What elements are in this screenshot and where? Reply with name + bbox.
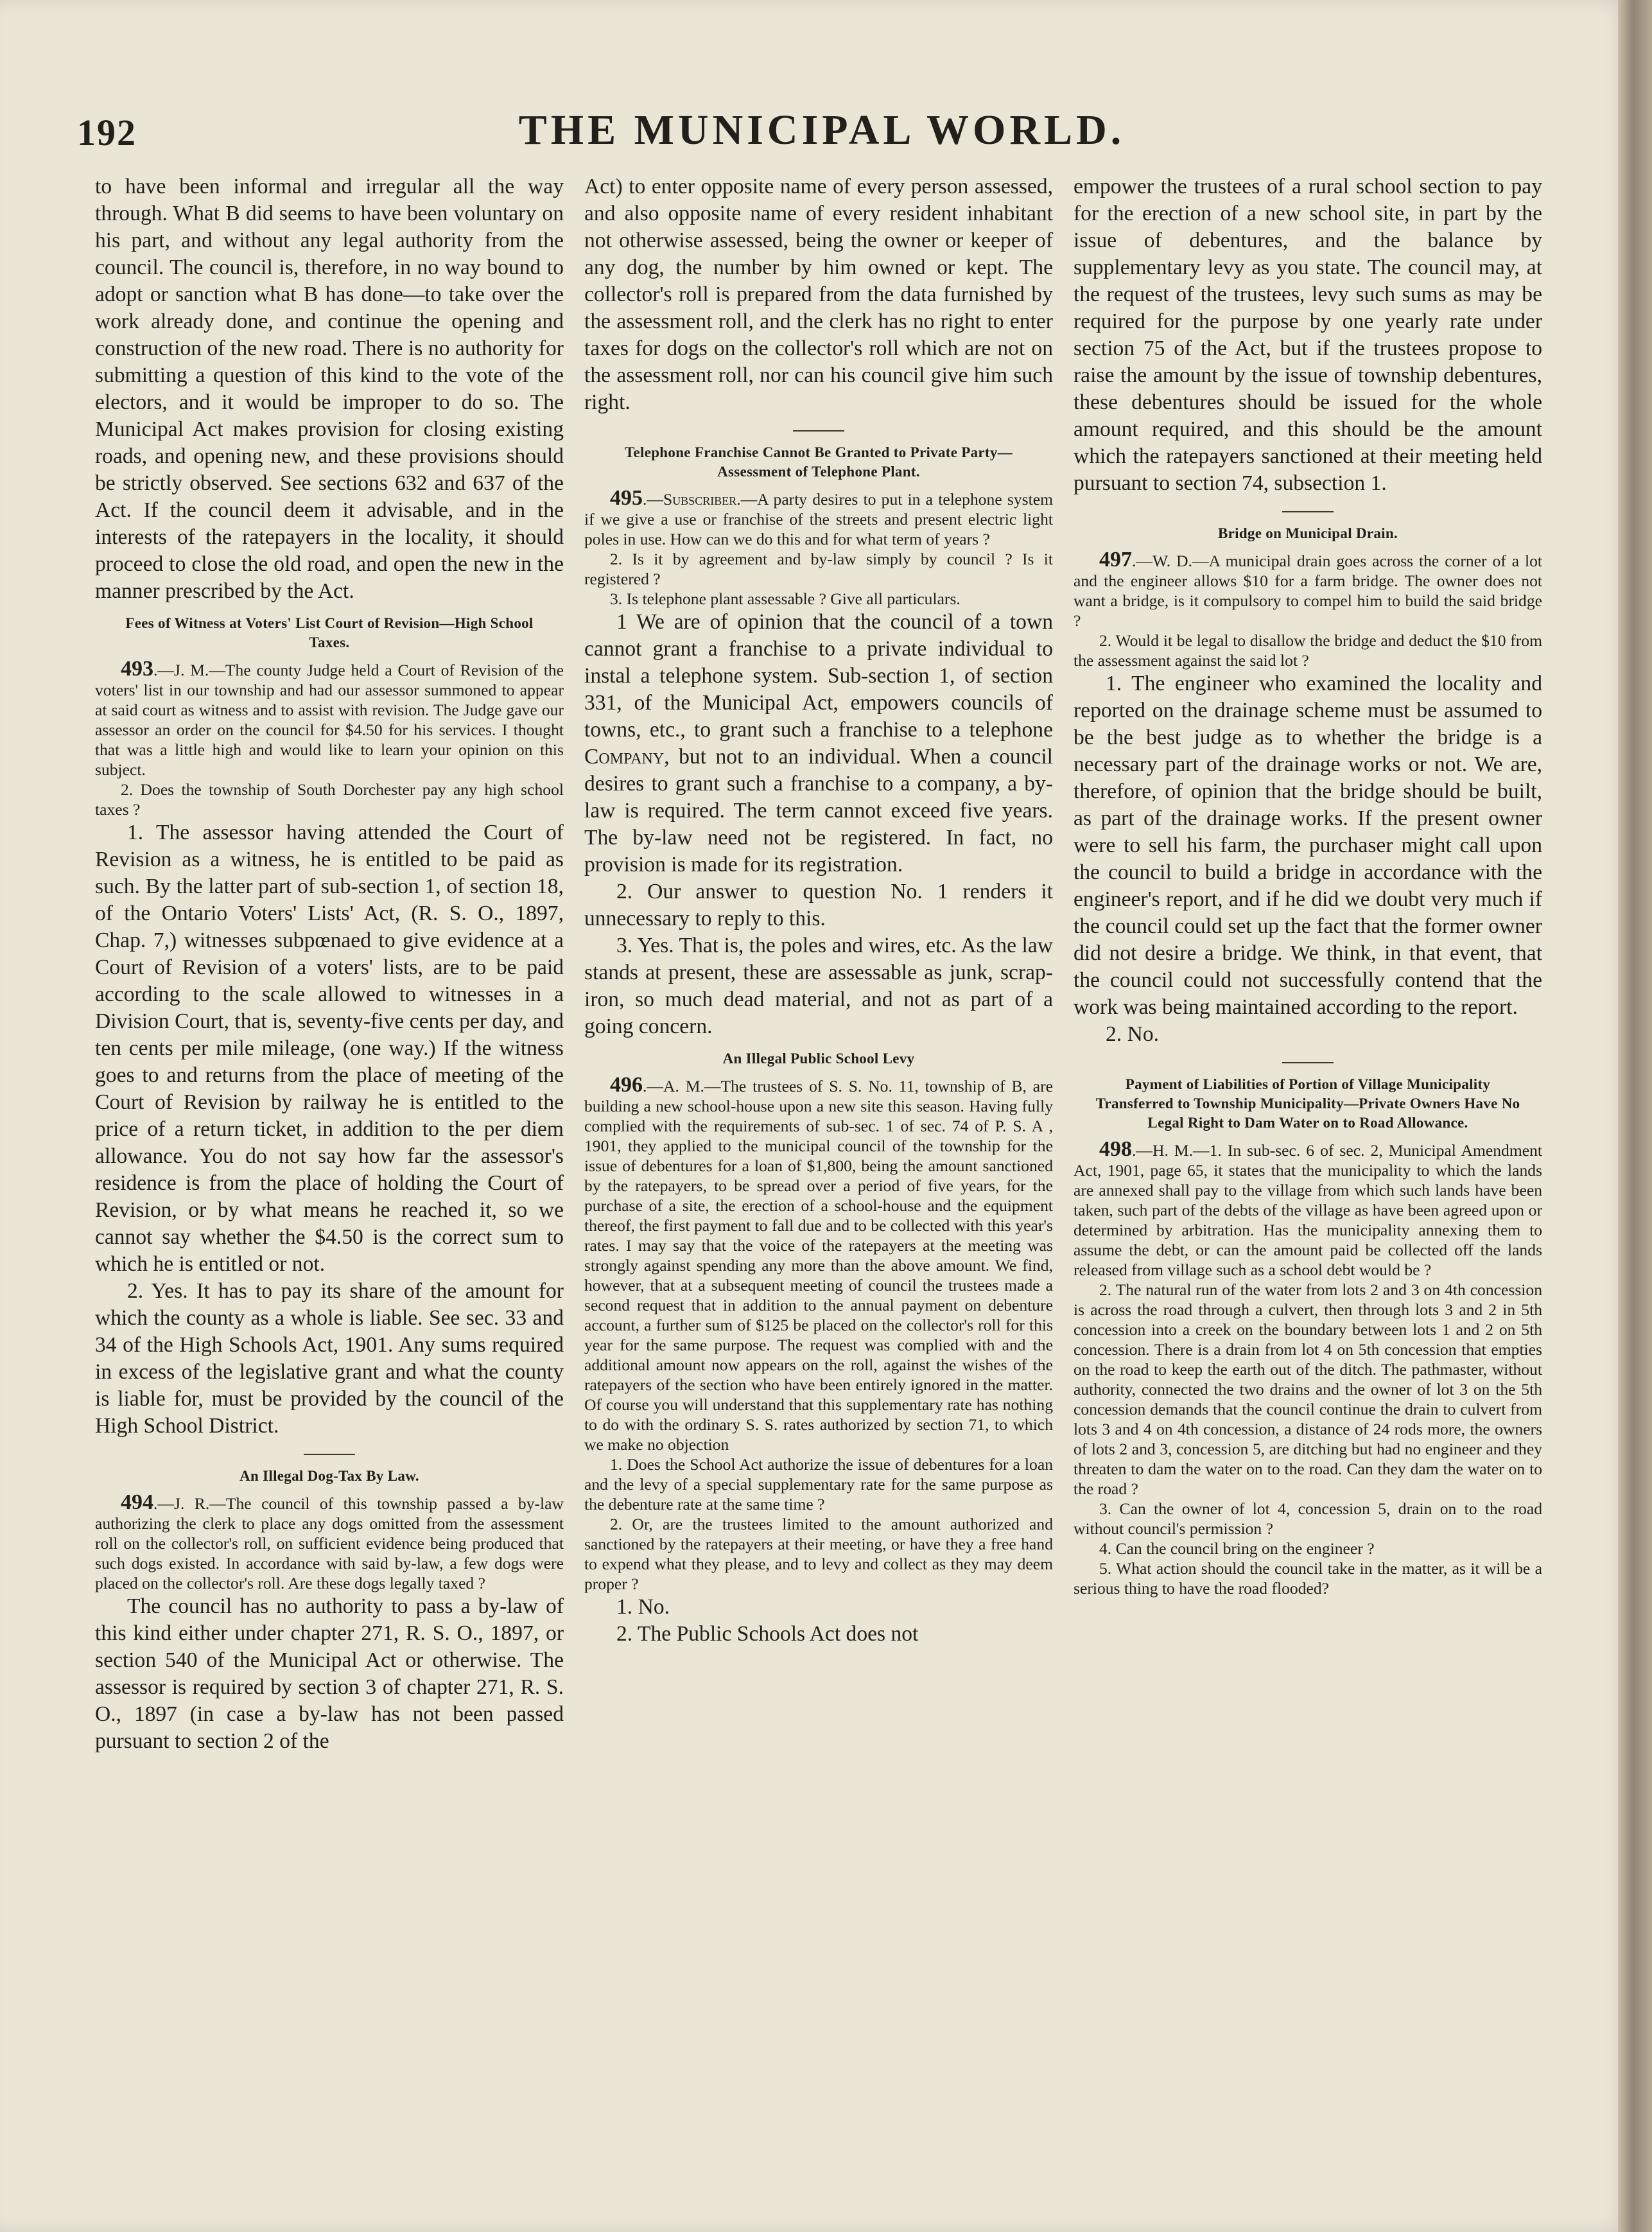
page-number: 192 — [77, 112, 137, 153]
question-number-497: 497 — [1099, 548, 1132, 571]
answer-495-part-1: 1 We are of opinion that the council of a town cannot grant a franchise to a private individual to instal a telephone system. Sub-section 1, of section 331, of the Municipal Act, empowers councils of towns, etc., to grant such a franchise to a telephone Company, but not to an individual. When a council desires to grant such a franchise to a company, a by-law is required. The term cannot exceed five years. The by-law need not be registered. In fact, no provision is made for its registration. — [584, 610, 1053, 876]
heading-498: Payment of Liabilities of Portion of Village Municipality Transferred to Township Municipality—Private Owners Have No Legal Right to Dam Water on to Road Allowance. — [1095, 1076, 1520, 1131]
question-496-part-1: 1. Does the School Act authorize the issue of debentures for a loan and the levy of a special supplementary rate for the same purpose as the debenture rate at the same time ? — [584, 1455, 1053, 1513]
question-495-text: .—A party desires to put in a telephone system if we give a use or franchise of the streets and present electric light poles in use. How can we do this and for what term of years ? — [584, 490, 1053, 548]
question-497-text: .—W. D.—A municipal drain goes across the corner of a lot and the engineer allows $10 for a farm bridge. The owner does not want a bridge, is it compulsory to compel him to build the said bridge ? — [1074, 552, 1542, 630]
section-divider — [1282, 511, 1334, 512]
question-498-part-5: 5. What action should the council take in the matter, as it will be a serious thing to have the road flooded? — [1074, 1559, 1542, 1598]
question-498-text: .—H. M.—1. In sub-sec. 6 of sec. 2, Municipal Amendment Act, 1901, page 65, it states that the municipality to which the lands are annexed shall pay to the village from which such lands have been taken, such part of the debts of the village as have been agreed upon or determined by arbitration. Has the municipality annexing them to assume the debt, or can the amount paid be collected off the lands released from village such as a school debt would be ? — [1074, 1141, 1542, 1279]
question-493-part-2: 2. Does the township of South Dorchester pay any high school taxes ? — [95, 780, 564, 819]
question-498-part-2: 2. The natural run of the water from lots 2 and 3 on 4th concession is across the road through a culvert, then through lots 3 and 2 in 5th concession into a creek on the boundary between lots 1 and 2 on 5th concession. There is a drain from lot 4 on 5th concession that empties on the road to keep the earth out of the ditch. The pathmaster, without authority, connected the two drains and the owner of lot 3 on the 5th concession demands that the council continue the drain to culvert from lots 3 and 4 on 4th concession, a distance of 24 rods more, the owners of lots 2 and 3, concession 5, are ditching but had no engineer and they threaten to dam the water on to the road. Can they dam the water on to the road ? — [1074, 1280, 1542, 1498]
heading-497: Bridge on Municipal Drain. — [1218, 525, 1398, 541]
question-496-text: .—A. M.—The trustees of S. S. No. 11, township of B, are building a new school-house upon a new site this season. Having fully complied with the requirements of sub-sec. 1 of sec. 74 of P. S. A , 1901, they applied to the municipal council of the township for the issue of debentures for a loan of $1,800, being the amount sanctioned by the ratepayers, to be spread over a period of five years, for the purchase of a site, the erection of a school-house and the equipment thereof, the first payment to fall due and to be collected with this year's rates. I may say that the voice of the ratepayers at the meeting was strongly against spending any more than the above amount. We find, however, that at a subsequent meeting of council the trustees made a second request that in addition to the annual payment on debenture account, a further sum of $125 be placed on the collector's roll for this year for the same purpose. The request was complied with and the additional amount now appears on the roll, against the wishes of the ratepayers of the section who have been entirely ignored in the matter. Of course you will understand that this supplementary rate has nothing to do with the ordinary S. S. rates authorized by section 71, to which we make no objection — [584, 1077, 1053, 1454]
page-header — [77, 106, 1567, 164]
answer-495-part-2: 2. Our answer to question No. 1 renders it unnecessary to reply to this. — [584, 880, 1053, 930]
question-497-part-2: 2. Would it be legal to disallow the bridge and deduct the $10 from the assessment against the said lot ? — [1074, 631, 1542, 670]
continued-answer-paragraph: Act) to enter opposite name of every person assessed, and also opposite name of every resident inhabitant not otherwise assessed, being the owner or keeper of any dog, the number by him owned or kept. The collector's roll is prepared from the data furnished by the assessment roll, and the clerk has no right to enter taxes for dogs on the collector's roll which are not on the assessment roll, nor can his council give him such right. — [584, 175, 1053, 414]
question-498 — [1074, 1139, 1542, 1280]
answer-493-part-2: 2. Yes. It has to pay its share of the amount for which the county as a whole is liable. See sec. 33 and 34 of the High Schools Act, 1901. Any sums required in excess of the legislative grant and what the county is liable for, must be provided by the council of the High School District. — [95, 1279, 564, 1438]
continued-answer-paragraph: empower the trustees of a rural school section to pay for the erection of a new school site, in part by the issue of debentures, and the balance by supplementary levy as you state. The council may, at the request of the trustees, levy such sums as may be required for the purpose by one yearly rate under section 75 of the Act, but if the trustees propose to raise the amount by the issue of township debentures, these debentures should be issued for the whole amount required, and this should be the amount which the ratepayers sanctioned at their meeting held pursuant to section 74, subsection 1. — [1074, 175, 1542, 495]
question-498-part-3: 3. Can the owner of lot 4, concession 5, drain on to the road without council's permission ? — [1074, 1499, 1542, 1538]
question-493 — [95, 659, 564, 780]
question-498-part-4: 4. Can the council bring on the engineer ? — [1099, 1539, 1375, 1558]
question-495: 495.—Subscriber.—A party desires to put in a telephone system if we give a use or franchise of the streets and present electric light poles in use. How can we do this and for what term of years ? — [584, 486, 1053, 548]
answer-497-part-1: 1. The engineer who examined the locality and reported on the drainage scheme must be assumed to be the best judge as to whether the bridge is a necessary part of the drainage works or not. We are, therefore, of opinion that the bridge should be built, as part of the drainage works. If the present owner were to sell his farm, the purchaser might call upon the council to build a bridge in accordance with the engineer's report, and if he did we doubt very much if the council could set up the fact that the former owner did not desire a bridge. We think, in that event, that the council could not successfully contend that the work was being maintained according to the report. — [1074, 672, 1542, 1019]
heading-496: An Illegal Public School Levy — [722, 1051, 915, 1067]
page-edge — [1618, 0, 1652, 2232]
continued-answer-paragraph: to have been informal and irregular all the way through. What B did seems to have been voluntary on his part, and without any legal authority from the council. The council is, therefore, in no way bound to adopt or sanction what B has done—to take over the work already done, and continue the opening and construction of the new road. There is no authority for submitting a question of this kind to the vote of the electors, and it would be improper to do so. The Municipal Act makes provision for closing existing roads, and opening new, and these provisions should be strictly observed. See sections 632 and 637 of the Act. If the council deem it advisable, and in the interests of the ratepayers in the locality, it should proceed to close the old road, and open the new in the manner prescribed by the Act. — [95, 175, 564, 603]
section-divider — [304, 1454, 355, 1455]
question-495-part-2: 2. Is it by agreement and by-law simply by council ? Is it registered ? — [584, 550, 1053, 588]
question-494-text: .—J. R.—The council of this township passed a by-law authorizing the clerk to place any dogs omitted from the assessment roll on the collector's roll, on sufficient evidence being produced that such dogs existed. In accordance with said by-law, a few dogs were placed on the collector's roll. Are these dogs legally taxed ? — [95, 1494, 564, 1592]
question-number-495: 495 — [610, 486, 643, 510]
question-494 — [95, 1492, 564, 1593]
question-496 — [584, 1075, 1053, 1454]
subscriber-label: Subscriber — [663, 490, 737, 509]
heading-494: An Illegal Dog-Tax By Law. — [239, 1468, 419, 1484]
section-divider — [1282, 1062, 1334, 1063]
question-number-496: 496 — [610, 1073, 643, 1097]
journal-title: THE MUNICIPAL WORLD. — [518, 107, 1126, 153]
question-495-part-3: 3. Is telephone plant assessable ? Give all particulars. — [610, 589, 961, 608]
answer-496-part-2: 2. The Public Schools Act does not — [616, 1622, 919, 1646]
question-497 — [1074, 550, 1542, 631]
answer-496-part-1: 1. No. — [616, 1595, 670, 1619]
heading-493: Fees of Witness at Voters' List Court of Revision—High School Taxes. — [125, 615, 534, 650]
section-divider — [793, 430, 844, 432]
question-493-text: .—J. M.—The county Judge held a Court of Revision of the voters' list in our township and had our assessor summoned to appear at said court as witness and to assist with revision. The Judge gave our assessor an order on the council for $4.50 for his services. I thought that was a little high and would like to learn your opinion on this subject. — [95, 661, 564, 779]
question-number-498: 498 — [1099, 1137, 1132, 1161]
answer-495-part-3: 3. Yes. That is, the poles and wires, etc. As the law stands at present, these are assessable as junk, scrap-iron, so much dead material, and not as part of a going concern. — [584, 934, 1053, 1038]
answer-497-part-2: 2. No. — [1106, 1022, 1160, 1046]
question-496-part-2: 2. Or, are the trustees limited to the amount authorized and sanctioned by the ratepayers at their meeting, or have they a free hand to expend what they please, and to levy and collect as they may deem proper ? — [584, 1515, 1053, 1593]
heading-495: Telephone Franchise Cannot Be Granted to Private Party—Assessment of Telephone Plant. — [624, 444, 1013, 480]
answer-494: The council has no authority to pass a by-law of this kind either under chapter 271, R. S. O., 1897, or section 540 of the Municipal Act or otherwise. The assessor is required by section 3 of chapter 271, R. S. O., 1897 (in case a by-law has not been passed pursuant to section 2 of the — [95, 1594, 564, 1753]
column-2 — [584, 173, 1053, 1648]
question-number-493: 493 — [121, 657, 153, 681]
answer-493-part-1: 1. The assessor having attended the Court of Revision as a witness, he is entitled to be paid as such. By the latter part of sub-section 1, of section 18, of the Ontario Voters' Lists' Act, (R. S. O., 1897, Chap. 7,) witnesses subpœnaed to give evidence at a Court of Revision of a voters' lists, are to be paid according to the scale allowed to witnesses in a Division Court, that is, seventy-five cents per day, and ten cents per mile mileage, (one way.) If the witness goes to and returns from the place of meeting of the Court of Revision by railway he is entitled to the price of a return ticket, in addition to the per diem allowance. You do not say how far the assessor's residence is from the place of holding the Court of Revision, or by what means he reached it, so we cannot say whether the $4.50 is the correct sum to which he is entitled or not. — [95, 821, 564, 1276]
question-number-494: 494 — [121, 1490, 153, 1514]
column-1 — [95, 173, 564, 1755]
column-3 — [1074, 173, 1542, 1598]
